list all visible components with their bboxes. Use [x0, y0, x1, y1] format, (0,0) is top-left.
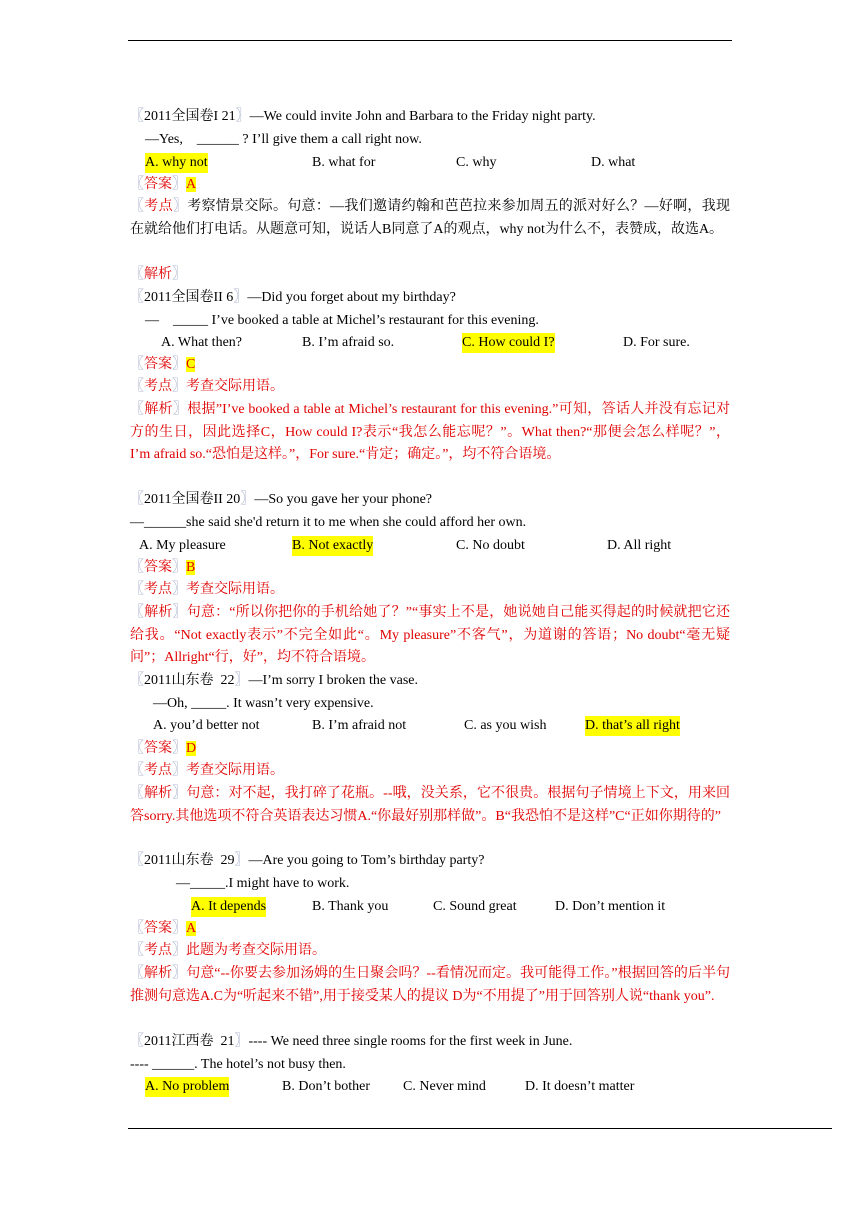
q5-option-b: B. Thank you [312, 899, 389, 914]
q4-option-a: A. you’d better not [153, 718, 260, 733]
q6-option-d: D. It doesn’t matter [525, 1079, 635, 1094]
q1-analysis: 〖解析〗 [130, 267, 186, 282]
q2-option-c: C. How could I? [462, 333, 555, 353]
q5-option-c: C. Sound great [433, 899, 517, 914]
question-5-line2: —_____.I might have to work. [176, 876, 350, 891]
q3-option-d: D. All right [607, 538, 672, 553]
q4-analysis: 〖解析〗句意：对不起，我打碎了花瓶。--哦，没关系，它不很贵。根据句子情境上下文，用来回答sorry.其他选项不符合英语表达习惯A.“你最好别那样做”。B“我恐怕不是这样”C“正如你期待的” [130, 786, 731, 824]
q2-option-d: D. For sure. [623, 335, 690, 350]
q3-option-b: B. Not exactly [292, 536, 373, 556]
q4-point: 〖考点〗考查交际用语。 [130, 763, 284, 778]
q3-option-a: A. My pleasure [139, 538, 226, 553]
q4-answer: 〖答案〗D [130, 741, 197, 756]
q6-option-b: B. Don’t bother [282, 1079, 371, 1094]
q2-point: 〖考点〗考查交际用语。 [130, 379, 284, 394]
question-2-stem: 〖2011全国卷II 6〗—Did you forget about my birthday? [130, 290, 456, 305]
q2-option-a: A. What then? [161, 335, 242, 350]
q5-option-d: D. Don’t mention it [555, 899, 666, 914]
question-2-line2: — _____ I’ve booked a table at Michel’s restaurant for this evening. [145, 313, 539, 328]
q1-option-c: C. why [456, 155, 497, 170]
q2-analysis: 〖解析〗根据”I’ve booked a table at Michel’s restaurant for this evening.”可知，答话人并没有忘记对方的生日，因此选择C，How could I?表示“我怎么能忘呢？”。What then?“那便会怎么样呢？”，I’m afraid so.“恐怕是这样。”，For sure.“肯定；确定。”，均不符合语境。 [130, 402, 731, 462]
q3-option-c: C. No doubt [456, 538, 525, 553]
q5-answer: 〖答案〗A [130, 921, 197, 936]
q1-option-a: A. why not [145, 153, 208, 173]
question-5-stem: 〖2011山东卷 29〗—Are you going to Tom’s birthday party? [130, 853, 485, 868]
q6-option-a: A. No problem [145, 1077, 229, 1097]
q4-option-b: B. I’m afraid not [312, 718, 407, 733]
question-1-line2: —Yes, ______ ? I’ll give them a call right now. [145, 132, 422, 147]
question-6-stem: 〖2011江西卷 21〗---- We need three single rooms for the first week in June. [130, 1034, 573, 1049]
q4-option-d: D. that’s all right [585, 716, 680, 736]
q2-answer: 〖答案〗C [130, 357, 196, 372]
q1-answer: 〖答案〗A [130, 177, 197, 192]
q5-option-a: A. It depends [191, 897, 266, 917]
question-6-line2: ---- ______. The hotel’s not busy then. [130, 1057, 346, 1072]
q3-analysis: 〖解析〗句意：“所以你把你的手机给她了？”“事实上不是，她说她自己能买得起的时候就把它还给我。“Not exactly表示”不完全如此“。My pleasure”不客气”，为道谢的答语；No doubt“毫无疑问”；Allright“行，好”，均不符合语境。 [130, 605, 731, 665]
q4-option-c: C. as you wish [464, 718, 547, 733]
q3-point: 〖考点〗考查交际用语。 [130, 582, 284, 597]
question-4-stem: 〖2011山东卷 22〗—I’m sorry I broken the vase. [130, 673, 418, 688]
question-3-line2: —______she said she'd return it to me when she could afford her own. [130, 515, 527, 530]
footer-rule [128, 1128, 832, 1129]
q6-option-c: C. Never mind [403, 1079, 486, 1094]
q1-option-b: B. what for [312, 155, 376, 170]
q1-point: 〖考点〗考察情景交际。句意：—我们邀请约翰和芭芭拉来参加周五的派对好么？—好啊，我现在就给他们打电话。从题意可知，说话人B同意了A的观点，why not为什么不，表赞成，故选A。 [130, 199, 731, 237]
question-1-stem: 〖2011全国卷I 21〗—We could invite John and Barbara to the Friday night party. [130, 109, 596, 124]
question-3-stem: 〖2011全国卷II 20〗—So you gave her your phone? [130, 492, 432, 507]
question-4-line2: —Oh, _____. It wasn’t very expensive. [153, 696, 374, 711]
q1-option-d: D. what [591, 155, 636, 170]
q5-point: 〖考点〗此题为考查交际用语。 [130, 943, 326, 958]
q2-option-b: B. I’m afraid so. [302, 335, 395, 350]
q3-answer: 〖答案〗B [130, 560, 196, 575]
header-rule [128, 40, 732, 41]
q5-analysis: 〖解析〗句意“--你要去参加汤姆的生日聚会吗？--看情况而定。我可能得工作。”根据回答的后半句推测句意选A.C为“听起来不错”,用于接受某人的提议 D为“不用提了”用于回答别人说“thank you”. [130, 966, 731, 1004]
